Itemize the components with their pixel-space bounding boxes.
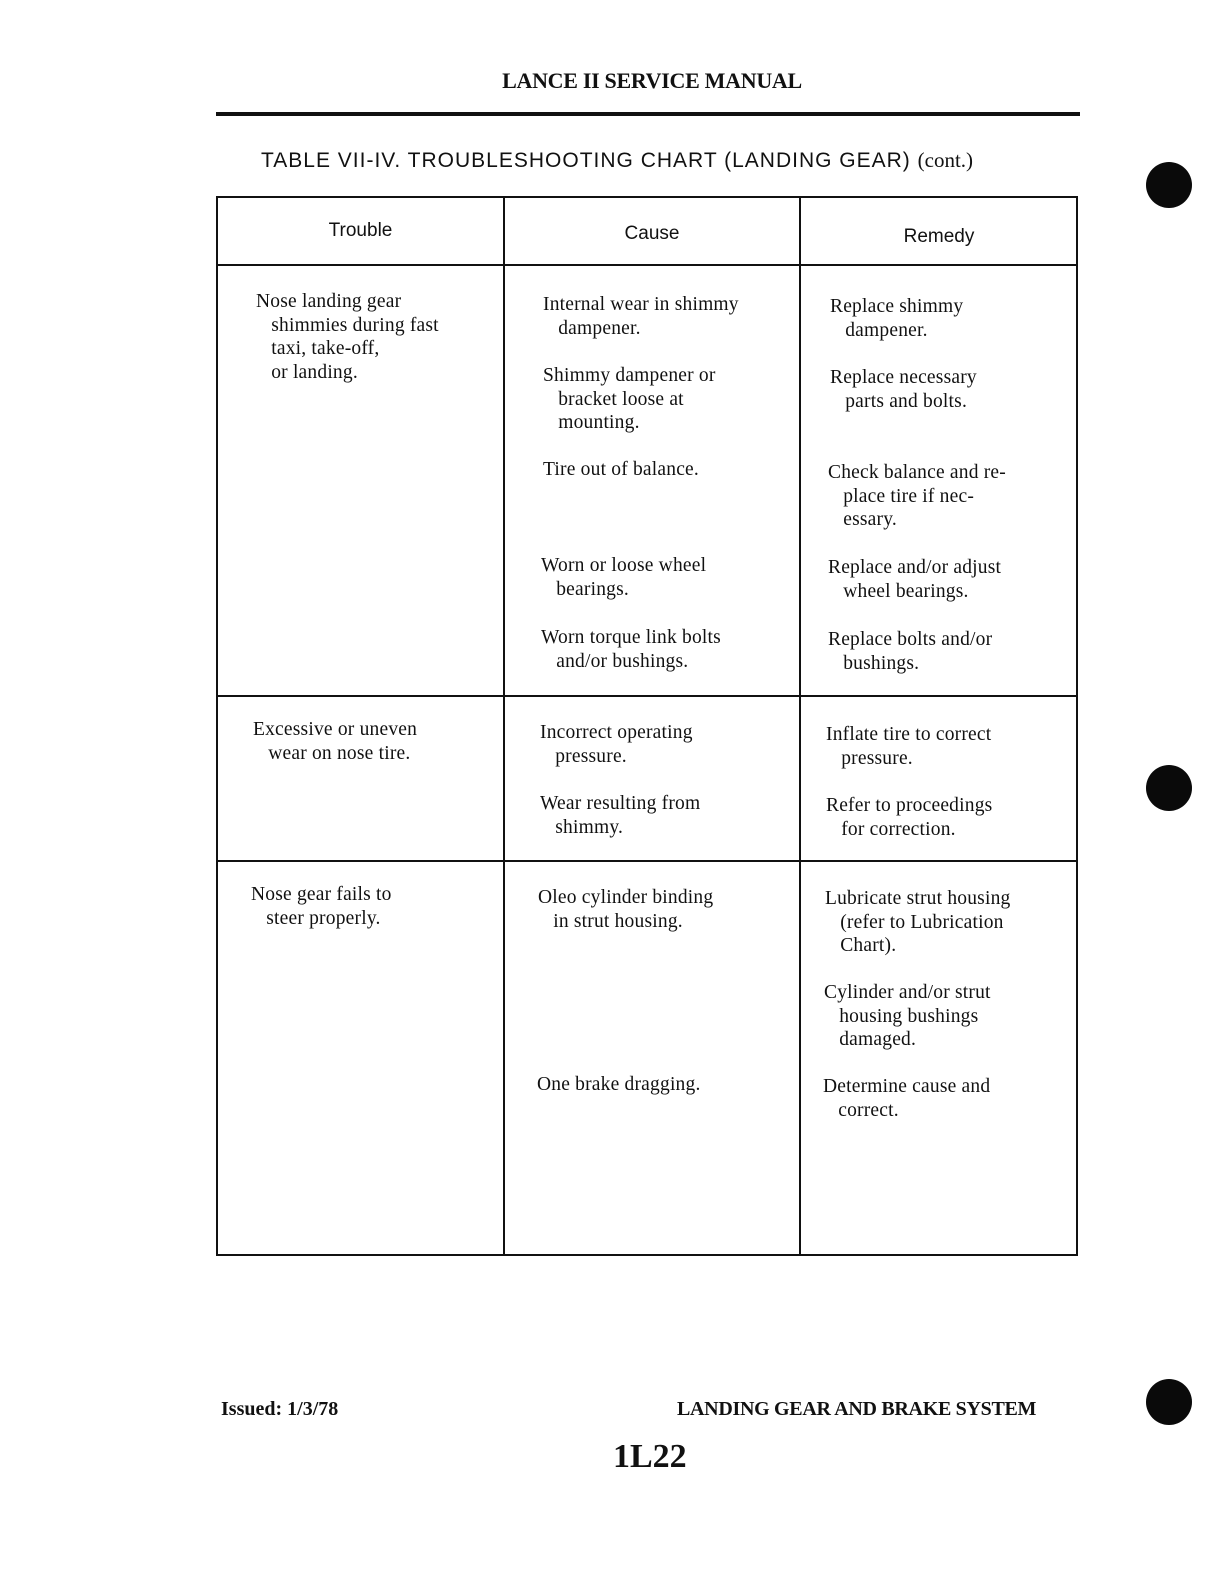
row-divider <box>217 860 1077 862</box>
section-title: LANDING GEAR AND BRAKE SYSTEM <box>677 1398 1037 1420</box>
cause-cell: Wear resulting from shimmy. <box>540 793 701 838</box>
cause-cell: Tire out of balance. <box>543 459 699 480</box>
trouble-cell: Nose gear fails to steer properly. <box>251 884 392 929</box>
remedy-cell: Replace and/or adjust wheel bearings. <box>828 557 1002 602</box>
cause-cell: One brake dragging. <box>537 1074 701 1095</box>
remedy-cell: Cylinder and/or strut housing bushings damaged. <box>824 982 991 1050</box>
column-header-cause: Cause <box>624 223 680 244</box>
cause-cell: Oleo cylinder binding in strut housing. <box>538 887 714 932</box>
cause-cell: Shimmy dampener or bracket loose at mounting. <box>543 365 716 433</box>
remedy-cell: Inflate tire to correct pressure. <box>826 724 992 769</box>
header-divider <box>216 112 1080 116</box>
remedy-cell: Determine cause and correct. <box>823 1076 991 1121</box>
trouble-cell: Nose landing gear shimmies during fast taxi, take-off, or landing. <box>256 291 439 383</box>
remedy-cell: Refer to proceedings for correction. <box>826 795 993 840</box>
punch-hole <box>1146 765 1192 811</box>
cause-cell: Worn torque link bolts and/or bushings. <box>541 627 721 672</box>
column-divider <box>503 197 505 1255</box>
punch-hole <box>1146 162 1192 208</box>
remedy-cell: Replace bolts and/or bushings. <box>828 629 993 674</box>
cause-cell: Internal wear in shimmy dampener. <box>543 294 739 339</box>
table-caption <box>261 148 973 173</box>
table-caption-text: TABLE VII-IV. TROUBLESHOOTING CHART (LANDING GEAR) <box>261 149 911 172</box>
cause-cell: Worn or loose wheel bearings. <box>541 555 707 600</box>
remedy-cell: Replace necessary parts and bolts. <box>830 367 977 412</box>
column-header-trouble: Trouble <box>328 220 393 241</box>
header-row-divider <box>217 264 1077 266</box>
column-divider <box>799 197 801 1255</box>
cause-cell: Incorrect operating pressure. <box>540 722 693 767</box>
punch-hole <box>1146 1379 1192 1425</box>
page-number: 1L22 <box>613 1438 687 1475</box>
trouble-cell: Excessive or uneven wear on nose tire. <box>253 719 418 764</box>
column-header-remedy: Remedy <box>903 226 975 247</box>
row-divider <box>217 695 1077 697</box>
manual-title: LANCE II SERVICE MANUAL <box>502 68 802 93</box>
issued-date: Issued: 1/3/78 <box>221 1398 339 1420</box>
remedy-cell: Lubricate strut housing (refer to Lubrication Chart). <box>825 888 1011 956</box>
table-caption-cont: (cont.) <box>917 148 974 172</box>
remedy-cell: Replace shimmy dampener. <box>830 296 964 341</box>
remedy-cell: Check balance and re- place tire if nec- essary. <box>828 462 1006 530</box>
